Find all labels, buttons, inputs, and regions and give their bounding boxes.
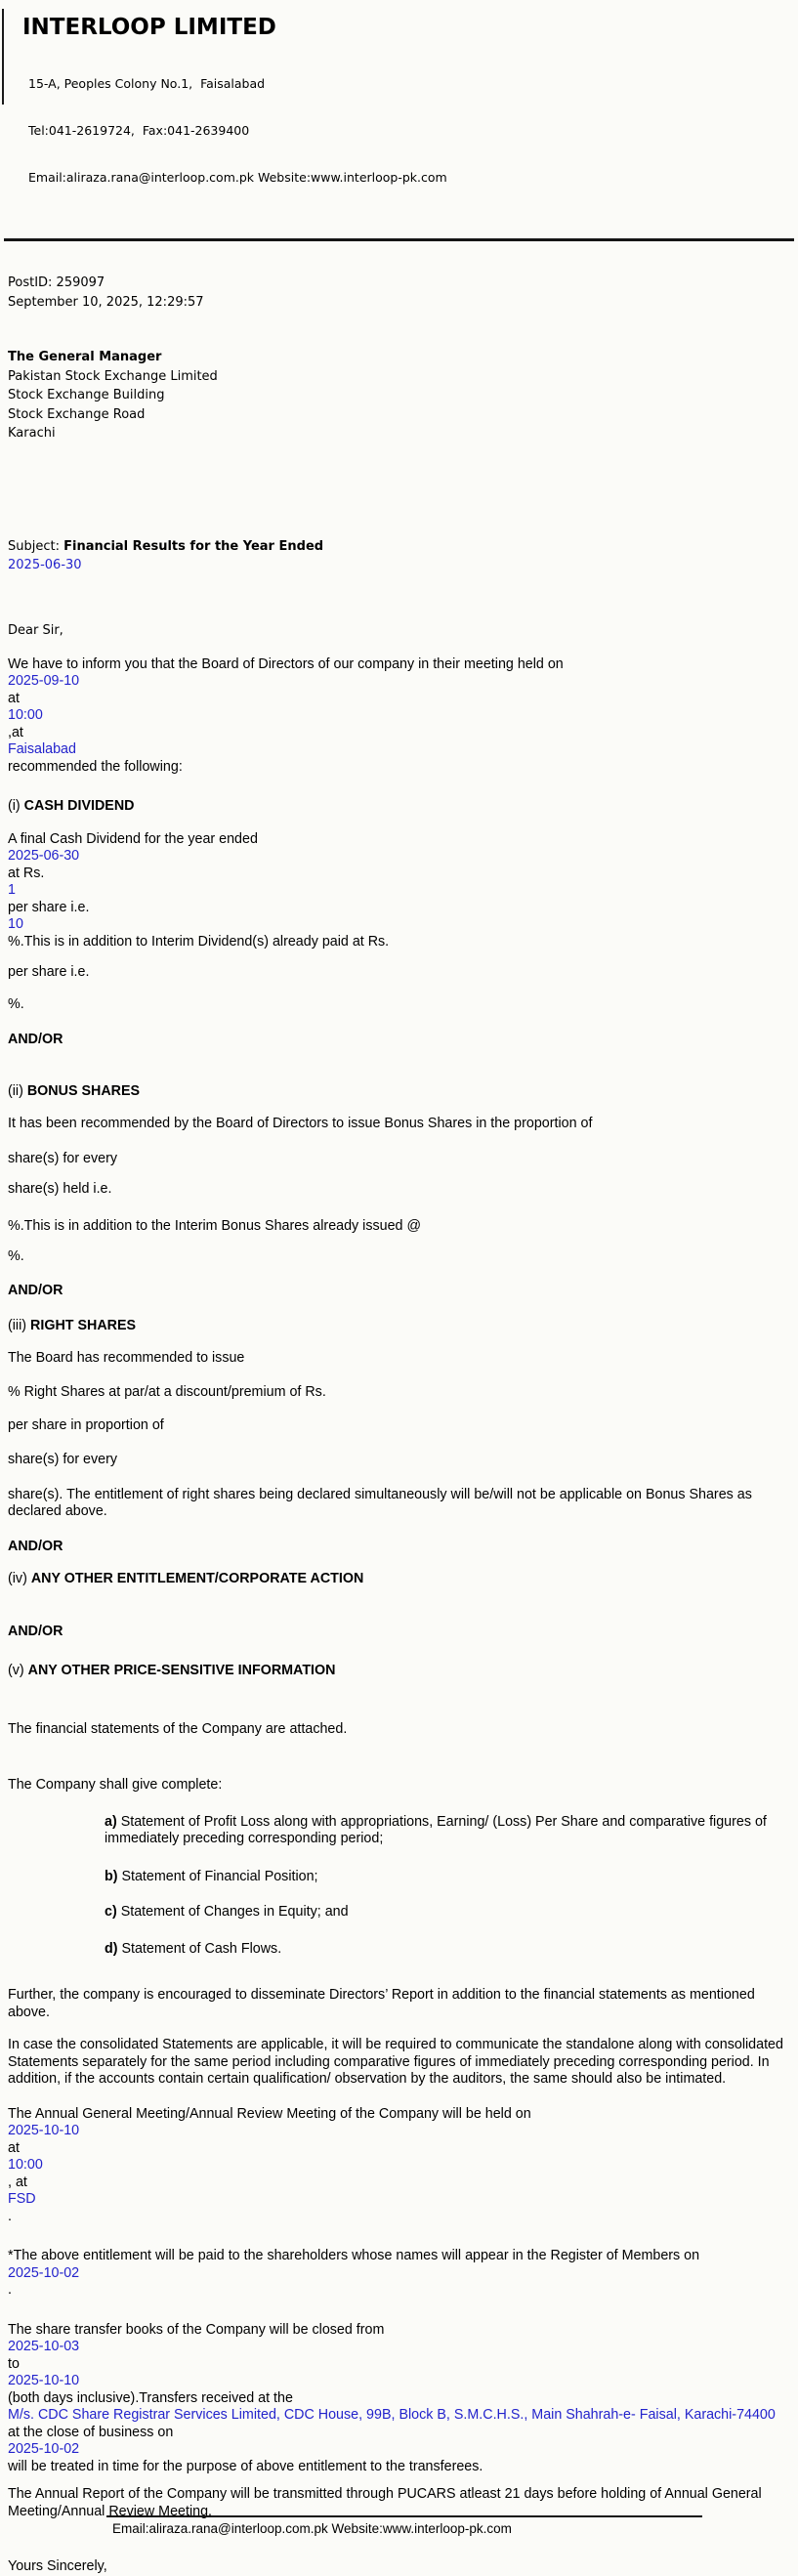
post-timestamp: September 10, 2025, 12:29:57 [8,295,204,310]
consolidated-statements-paragraph [8,2037,786,2089]
text-run: The Annual Report of the Company will be transmitted through PUCARS atleast 21 days before holding of Annual General Meeting/Annual Review Meeting. [8,2486,762,2519]
text-run: %.This is in addition to Interim Dividend(s) already paid at Rs. [8,933,390,950]
per-share-line [8,964,786,982]
value-link: 2025-10-10 [8,2373,80,2388]
salutation: Dear Sir, [8,622,63,638]
bold-text: b) [105,1868,118,1884]
right-shares-heading [8,1318,786,1335]
text-run: Further, the company is encouraged to disseminate Directors’ Report in addition to the financial statements as mentioned above. [8,1987,755,2020]
addressee-line: Stock Exchange Building [8,388,165,402]
text-run: . [8,2282,12,2298]
phone-fax-line: Tel:041-2619724, Fax:041-2639400 [28,123,250,138]
bold-text: ANY OTHER PRICE-SENSITIVE INFORMATION [27,1663,336,1678]
agm-paragraph [8,2106,786,2226]
bonus-shares-heading [8,1083,786,1101]
bold-text: AND/OR [8,1032,63,1047]
text-run: at [8,2139,20,2156]
text-run: %. [8,995,24,1012]
text-run: recommended the following: [8,758,183,775]
text-run: It has been recommended by the Board of Directors to issue Bonus Shares in the proportion of [8,1116,593,1131]
text-run: % Right Shares at par/at a discount/premium of Rs. [8,1384,326,1400]
share-transfer-books-paragraph [8,2322,786,2476]
letter-body [8,656,786,2576]
shares-for-every-line [8,1452,786,1469]
right-shares-entitlement-paragraph [8,1487,786,1521]
text-run: In case the consolidated Statements are applicable, it will be required to communicate the standalone along with consolidated Statements separately for the same period including comparative figures of immediately preceding corresponding period. In addition, if the accounts contain certain qualification/ observation by the auditors, the same should also be intimated. [8,2037,783,2087]
text-run: share(s) for every [8,1150,118,1166]
addressee-line: Stock Exchange Road [8,406,146,422]
bold-text: AND/OR [8,1623,63,1639]
text-run: *The above entitlement will be paid to the shareholders whose names will appear in the Register of Members on [8,2248,700,2263]
text-run: share(s) for every [8,1452,118,1467]
company-shall-give-line [8,1777,786,1795]
bold-text: AND/OR [8,1282,63,1298]
text-run: share(s). The entitlement of right shares being declared simultaneously will be/will not be applicable on Bonus Shares as declared above. [8,1486,752,1519]
bold-text: d) [105,1940,118,1957]
statement-item-d [105,1941,786,1959]
email-website-line: Email:aliraza.rana@interloop.com.pk Website:www.interloop-pk.com [28,170,447,185]
right-shares-percent-line [8,1384,786,1402]
bold-text: BONUS SHARES [26,1082,141,1099]
text-run: The share transfer books of the Company will be closed from [8,2321,385,2338]
text-run: , at [8,2174,27,2190]
footer-contact: Email:aliraza.rana@interloop.com.pk Website:www.interloop-pk.com [112,2521,512,2536]
financial-statements-line [8,1721,786,1739]
text-run: The Board has recommended to issue [8,1349,245,1366]
footer [106,2515,702,2537]
text-run: (iv) [8,1571,31,1586]
value-link: 2025-10-02 [8,2264,80,2281]
text-run: (v) [8,1663,28,1678]
subject-date: 2025-06-30 [8,557,82,572]
header-divider [4,238,794,241]
subject-label: Subject: [8,538,64,554]
meeting-intro-paragraph [8,656,786,777]
addressee-line: Pakistan Stock Exchange Limited [8,368,218,384]
addressee-line: Karachi [8,426,56,441]
bonus-shares-paragraph [8,1116,786,1133]
text-run: at the close of business on [8,2424,174,2440]
bold-text: a) [105,1813,117,1830]
text-run: per share i.e. [8,964,90,980]
statement-item-a [105,1814,786,1848]
value-link: 10:00 [8,2157,43,2173]
and-or-separator [8,1624,786,1641]
closing-salutation [8,2558,786,2576]
text-run: per share in proportion of [8,1416,164,1433]
value-link: 2025-09-10 [8,673,80,689]
other-entitlement-heading [8,1571,786,1588]
text-run: (iii) [8,1318,31,1333]
post-id: PostID: 259097 [8,275,105,290]
text-run: We have to inform you that the Board of Directors of our company in their meeting held on [8,655,564,672]
value-link: 10:00 [8,707,43,723]
bold-text: ANY OTHER ENTITLEMENT/CORPORATE ACTION [30,1571,364,1586]
percent-line [8,996,786,1014]
per-share-proportion-line [8,1417,786,1435]
and-or-separator [8,1032,786,1049]
statement-item-b [105,1869,786,1886]
text-run: The financial statements of the Company are attached. [8,1720,348,1737]
addressee-block [8,348,798,443]
text-run: A final Cash Dividend for the year ended [8,830,258,847]
value-link: 10 [8,916,23,932]
entitlement-register-paragraph [8,2248,786,2300]
text-run: share(s) held i.e. [8,1181,112,1197]
text-run: (both days inclusive).Transfers received at the [8,2389,293,2406]
text-run: The Annual General Meeting/Annual Review Meeting of the Company will be held on [8,2105,531,2122]
interim-bonus-line [8,1218,786,1236]
post-meta [8,274,798,313]
text-run: will be treated in time for the purpose of above entitlement to the transferees. [8,2458,483,2474]
and-or-separator [8,1283,786,1300]
text-run: to [8,2355,20,2372]
directors-report-paragraph [8,1987,786,2021]
cash-dividend-paragraph [8,831,786,951]
addressee-title: The General Manager [8,350,162,364]
subject-block [8,537,798,574]
text-run: Statement of Cash Flows. [117,1940,282,1957]
right-shares-paragraph [8,1350,786,1368]
text-run: ,at [8,724,23,740]
value-link: Faisalabad [8,741,76,757]
bold-text: RIGHT SHARES [30,1318,137,1333]
text-run: Statement of Changes in Equity; and [116,1904,349,1920]
text-run: The Company shall give complete: [8,1777,223,1793]
shares-held-line [8,1181,786,1199]
price-sensitive-heading [8,1663,786,1680]
bold-text: c) [105,1904,117,1920]
bold-text: AND/OR [8,1538,63,1554]
percent-line [8,1248,786,1266]
statement-item-c [105,1904,786,1921]
text-run: (ii) [8,1082,27,1099]
letterhead [0,0,798,217]
subject-title: Financial Results for the Year Ended [63,538,324,554]
value-link: M/s. CDC Share Registrar Services Limited, CDC House, 99B, Block B, S.M.C.H.S., Main Shahrah-e- Faisal, Karachi-74400 [8,2407,776,2423]
text-run: . [8,2208,12,2224]
text-run: per share i.e. [8,899,90,915]
value-link: 2025-06-30 [8,848,80,864]
cash-dividend-heading [8,798,786,816]
bold-text: CASH DIVIDEND [23,798,135,814]
letterhead-left-rule [2,9,4,105]
and-or-separator [8,1539,786,1556]
shares-for-every-line [8,1151,786,1168]
company-name: INTERLOOP LIMITED [22,15,276,40]
address-line: 15-A, Peoples Colony No.1, Faisalabad [28,76,266,91]
text-run: %.This is in addition to the Interim Bonus Shares already issued @ [8,1217,421,1234]
text-run: (i) [8,798,24,814]
text-run: Statement of Profit Loss along with appropriations, Earning/ (Loss) Per Share and comparative figures of immediately preceding corresponding period; [105,1813,767,1846]
text-run: at [8,690,20,706]
value-link: 2025-10-03 [8,2339,80,2354]
value-link: 1 [8,882,16,898]
value-link: 2025-10-10 [8,2123,80,2138]
text-run: Statement of Financial Position; [117,1868,318,1884]
value-link: FSD [8,2191,36,2207]
value-link: 2025-10-02 [8,2441,80,2457]
text-run: %. [8,1248,24,1264]
text-run: at Rs. [8,865,45,881]
text-run: Yours Sincerely, [8,2558,107,2574]
